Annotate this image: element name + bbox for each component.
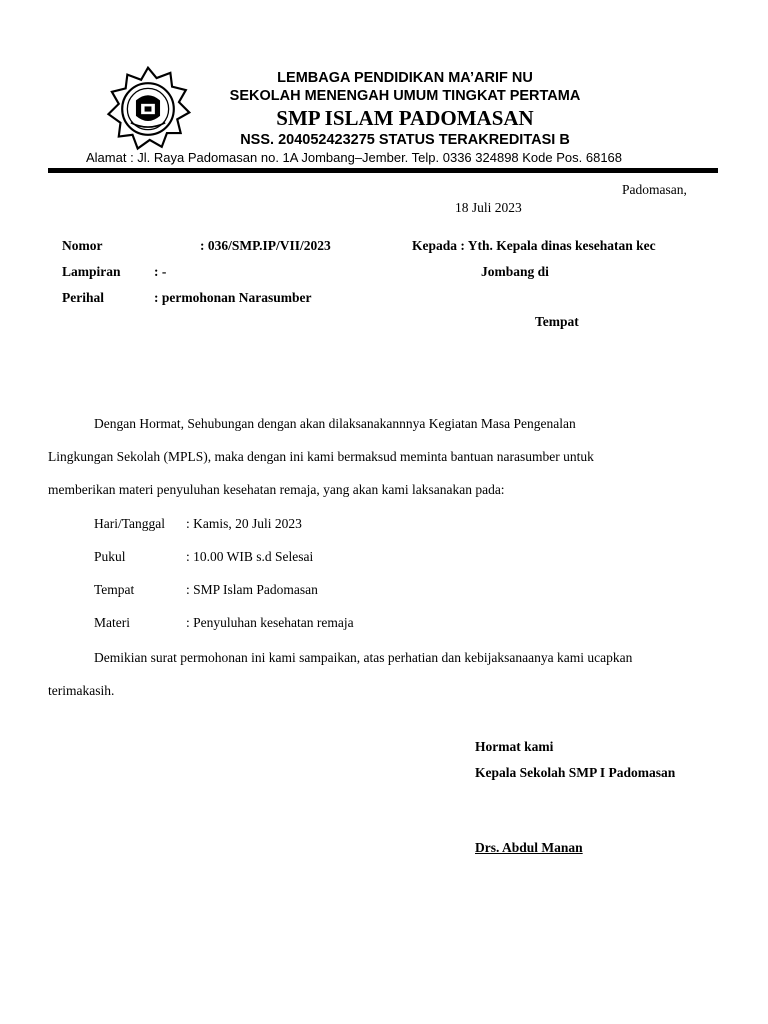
detail-label: Materi: [94, 615, 130, 630]
nomor-label: Nomor: [62, 238, 103, 253]
body-paragraph-line: Demikian surat permohonan ini kami sampaikan, atas perhatian dan kebijaksanaanya kami ucapkan: [94, 650, 633, 665]
body-paragraph-line: Lingkungan Sekolah (MPLS), maka dengan ini kami bermaksud meminta bantuan narasumber untuk: [48, 449, 594, 464]
signatory-name: Drs. Abdul Manan: [475, 840, 583, 855]
perihal-label: Perihal: [62, 290, 104, 305]
body-paragraph-line: Dengan Hormat, Sehubungan dengan akan dilaksanakannnya Kegiatan Masa Pengenalan: [94, 416, 576, 431]
school-address: Alamat : Jl. Raya Padomasan no. 1A Jombang–Jember. Telp. 0336 324898 Kode Pos. 68168: [86, 150, 623, 165]
lampiran-label: Lampiran: [62, 264, 121, 279]
letterhead-divider: [48, 168, 718, 173]
perihal-value: : permohonan Narasumber: [154, 290, 312, 305]
letter-date: 18 Juli 2023: [455, 200, 522, 215]
lampiran-value: : -: [154, 264, 167, 279]
detail-label: Pukul: [94, 549, 126, 564]
nss-status: NSS. 204052423275 STATUS TERAKREDITASI B: [240, 132, 570, 148]
institution-name: LEMBAGA PENDIDIKAN MA’ARIF NU: [277, 70, 533, 86]
recipient-line3: Tempat: [535, 314, 579, 329]
detail-value: : Penyuluhan kesehatan remaja: [186, 615, 354, 630]
recipient-line1: Kepada : Yth. Kepala dinas kesehatan kec: [412, 238, 656, 253]
body-paragraph-line: terimakasih.: [48, 683, 115, 698]
closing-greeting: Hormat kami: [475, 739, 554, 754]
detail-value: : SMP Islam Padomasan: [186, 582, 318, 597]
recipient-line2: Jombang di: [481, 264, 549, 279]
body-paragraph-line: memberikan materi penyuluhan kesehatan remaja, yang akan kami laksanakan pada:: [48, 482, 505, 497]
signatory-position: Kepala Sekolah SMP I Padomasan: [475, 765, 676, 780]
school-name: SMP ISLAM PADOMASAN: [276, 106, 534, 130]
school-level: SEKOLAH MENENGAH UMUM TINGKAT PERTAMA: [229, 88, 581, 104]
detail-value: : Kamis, 20 Juli 2023: [186, 516, 302, 531]
detail-value: : 10.00 WIB s.d Selesai: [186, 549, 314, 564]
detail-label: Tempat: [94, 582, 135, 597]
letter-place: Padomasan,: [622, 182, 687, 197]
nomor-value: : 036/SMP.IP/VII/2023: [200, 238, 331, 253]
detail-label: Hari/Tanggal: [94, 516, 166, 531]
